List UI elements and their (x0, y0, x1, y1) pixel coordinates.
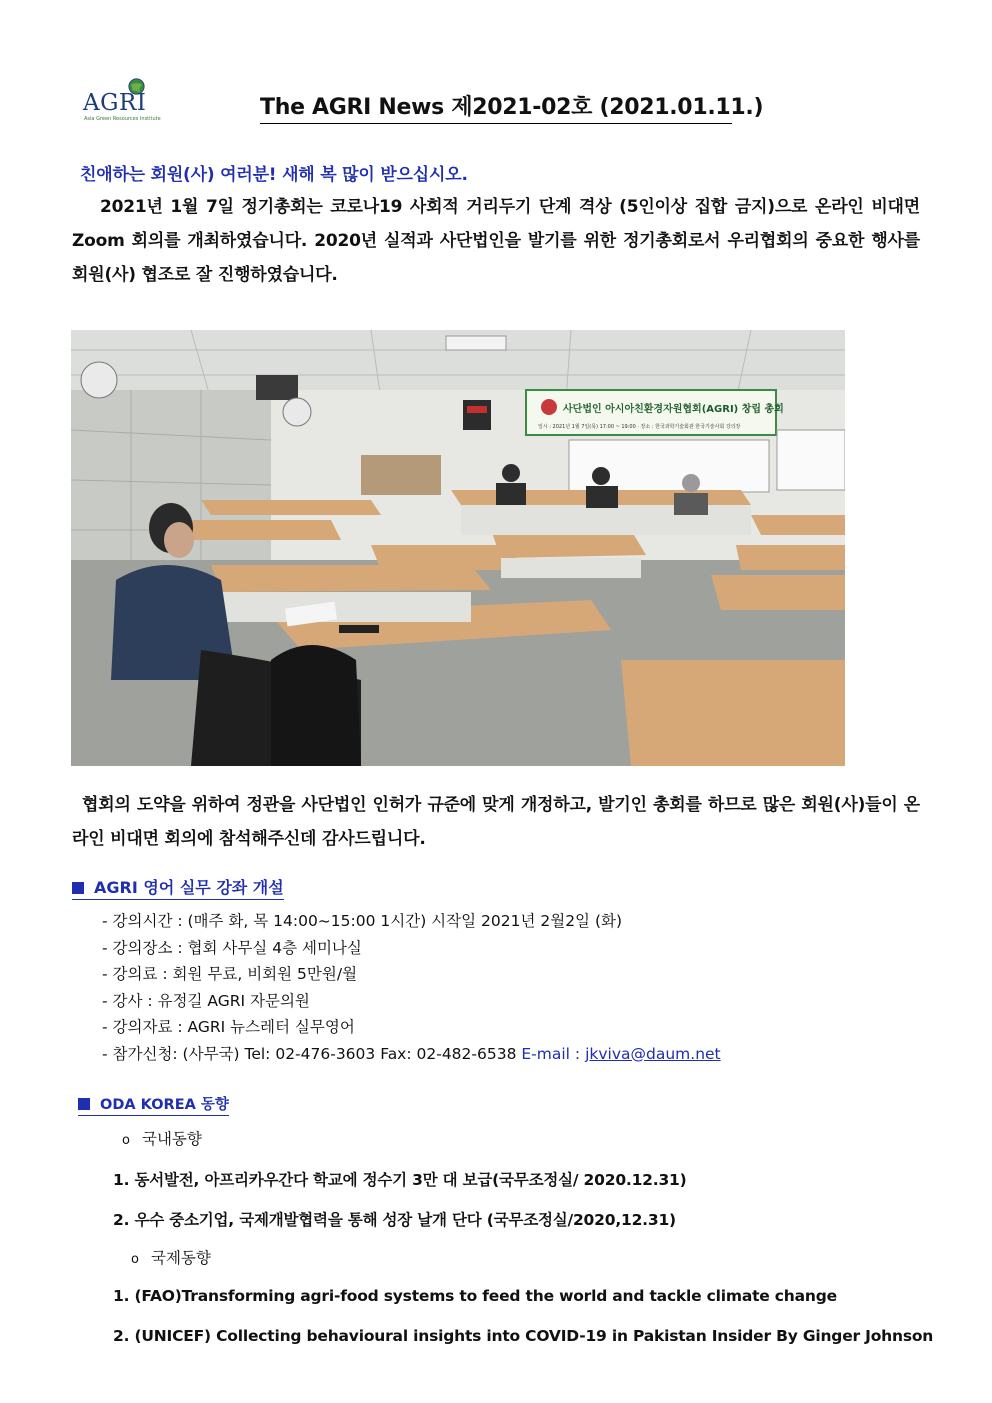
contact-line (102, 1041, 721, 1068)
english-course-heading (72, 875, 284, 900)
list-item: - 강의장소 : 협회 사무실 4층 세미나실 (102, 938, 362, 957)
domestic-trends-heading (122, 1127, 202, 1149)
circle-bullet-icon: o (122, 1133, 130, 1148)
international-news-item[interactable]: 2. (UNICEF) Collecting behavioural insights into COVID-19 in Pakistan Insider By Ginger Johnson (113, 1327, 934, 1345)
thanks-paragraph: 협회의 도약을 위하여 정관을 사단법인 인허가 규준에 맞게 개정하고, 발기인 총회를 하므로 많은 회원(사)들이 온라인 비대면 회의에 참석해주신데 감사드립니다. (72, 795, 920, 849)
oda-korea-heading (78, 1093, 229, 1116)
meeting-photo (71, 330, 845, 766)
domestic-trends-label: 국내동향 (141, 1130, 202, 1148)
email-link[interactable]: jkviva@daum.net (585, 1044, 721, 1063)
domestic-news-item[interactable]: 2. 우수 중소기업, 국제개발협력을 통해 성장 날개 단다 (국무조정실/2020,12.31) (113, 1211, 676, 1229)
course-detail-list (102, 908, 721, 1067)
international-news-item[interactable]: 1. (FAO)Transforming agri-food systems to feed the world and tackle climate change (113, 1287, 837, 1305)
list-item: - 강사 : 유정길 AGRI 자문의원 (102, 991, 310, 1010)
newsletter-title: The AGRI News 제2021-02호 (2021.01.11.) (260, 90, 732, 124)
list-item: - 강의자료 : AGRI 뉴스레터 실무영어 (102, 1018, 355, 1036)
banner-text: 사단법인 아시아친환경자원협회(AGRI) 창립 총회 (563, 404, 784, 415)
logo-wordmark: AGRI (83, 90, 147, 116)
list-item: - 강의시간 : (매주 화, 목 14:00~15:00 1시간) 시작일 2021년 2월2일 (화) (102, 912, 623, 930)
email-label: E-mail : (521, 1044, 581, 1063)
circle-bullet-icon: o (131, 1252, 139, 1267)
agri-logo (78, 76, 161, 126)
greeting-line: 친애하는 회원(사) 여러분! 새해 복 많이 받으십시오. (80, 165, 468, 185)
international-trends-label: 국제동향 (150, 1249, 211, 1267)
intro-paragraph: 2021년 1월 7일 정기총회는 코로나19 사회적 거리두기 단계 격상 (5인이상 집합 금지)으로 온라인 비대면 Zoom 회의를 개최하였습니다. 2020년 실적과 사단법인을 발기를 위한 정기총회로서 우리협회의 중요한 행사를 회원(사) 협조로 잘 진행하였습니다. (72, 197, 920, 285)
banner-subtext: 일시 : 2021년 1월 7일(목) 17:00 ~ 19:00 · 장소 : 한국과학기술회관 한국기술사회 강의장 (538, 424, 741, 430)
square-bullet-icon (72, 882, 84, 894)
oda-korea-heading-label: ODA KOREA 동향 (100, 1097, 229, 1113)
domestic-news-item[interactable]: 1. 동서발전, 아프리카우간다 학교에 정수기 3만 대 보급(국무조정실/ 2020.12.31) (113, 1171, 687, 1189)
logo-subtext: Asia Green Resources Institute (84, 116, 161, 122)
square-bullet-icon (78, 1098, 90, 1110)
list-item: - 강의료 : 회원 무료, 비회원 5만원/월 (102, 965, 358, 983)
international-trends-heading (131, 1246, 211, 1268)
contact-prefix: - 참가신청: (사무국) Tel: 02-476-3603 Fax: 02-482-6538 (102, 1044, 517, 1063)
english-course-heading-label: AGRI 영어 실무 강좌 개설 (94, 878, 284, 897)
